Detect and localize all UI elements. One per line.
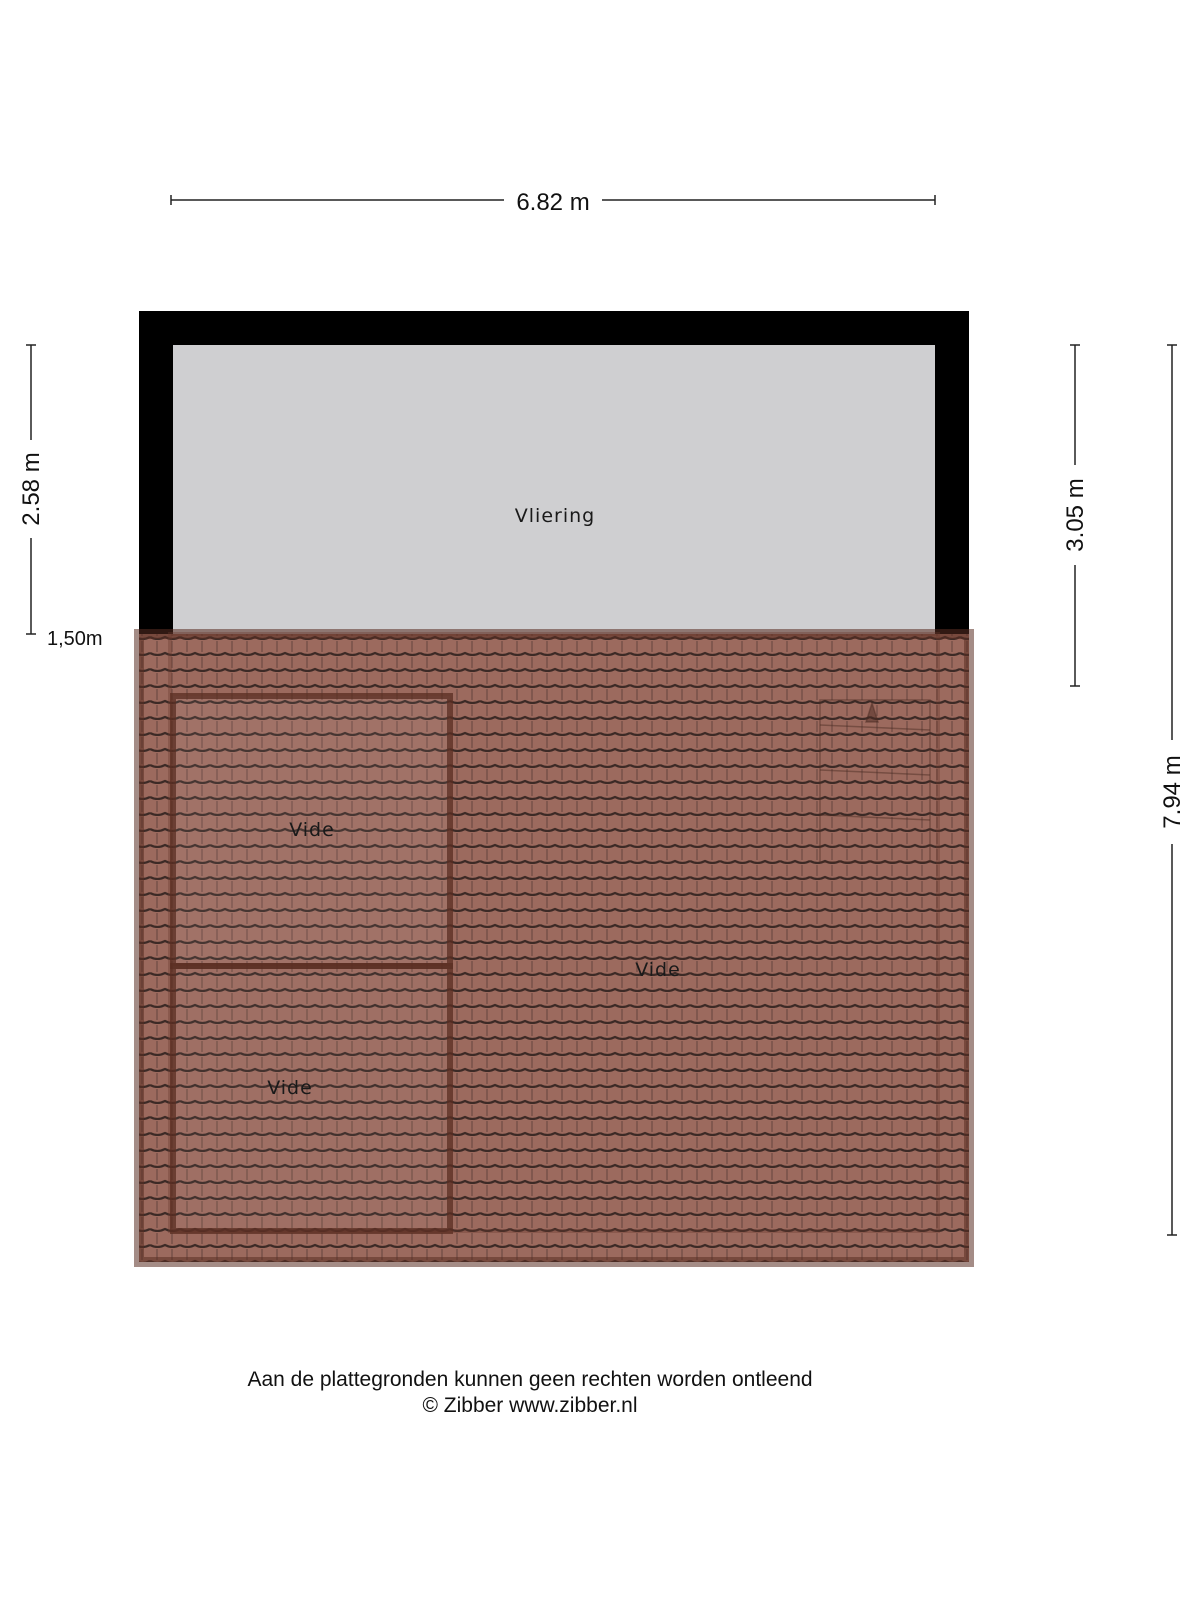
width-label: 6.82 m	[516, 189, 590, 216]
left-height-label: 2.58 m	[18, 452, 45, 526]
attic-floor	[173, 345, 935, 641]
right-total-dimension	[1159, 345, 1186, 1235]
room-label-vide-bottom-left: Vide	[267, 1077, 313, 1099]
knee-wall-height-label: 1,50m	[47, 628, 103, 650]
top-dimension	[171, 189, 935, 216]
room-label-vide-top-left: Vide	[289, 819, 335, 841]
disclaimer-text: Aan de plattegronden kunnen geen rechten worden ontleend	[247, 1368, 813, 1391]
right-inner-label: 3.05 m	[1062, 478, 1089, 552]
right-inner-dimension	[1062, 345, 1089, 686]
left-dimension	[18, 345, 103, 650]
roof-area	[139, 634, 969, 1262]
room-label-vide-main: Vide	[635, 959, 681, 981]
room-label-vliering: Vliering	[514, 505, 596, 527]
attic-room	[139, 311, 969, 641]
right-total-label: 7.94 m	[1159, 755, 1186, 829]
copyright-text: © Zibber www.zibber.nl	[422, 1394, 638, 1417]
